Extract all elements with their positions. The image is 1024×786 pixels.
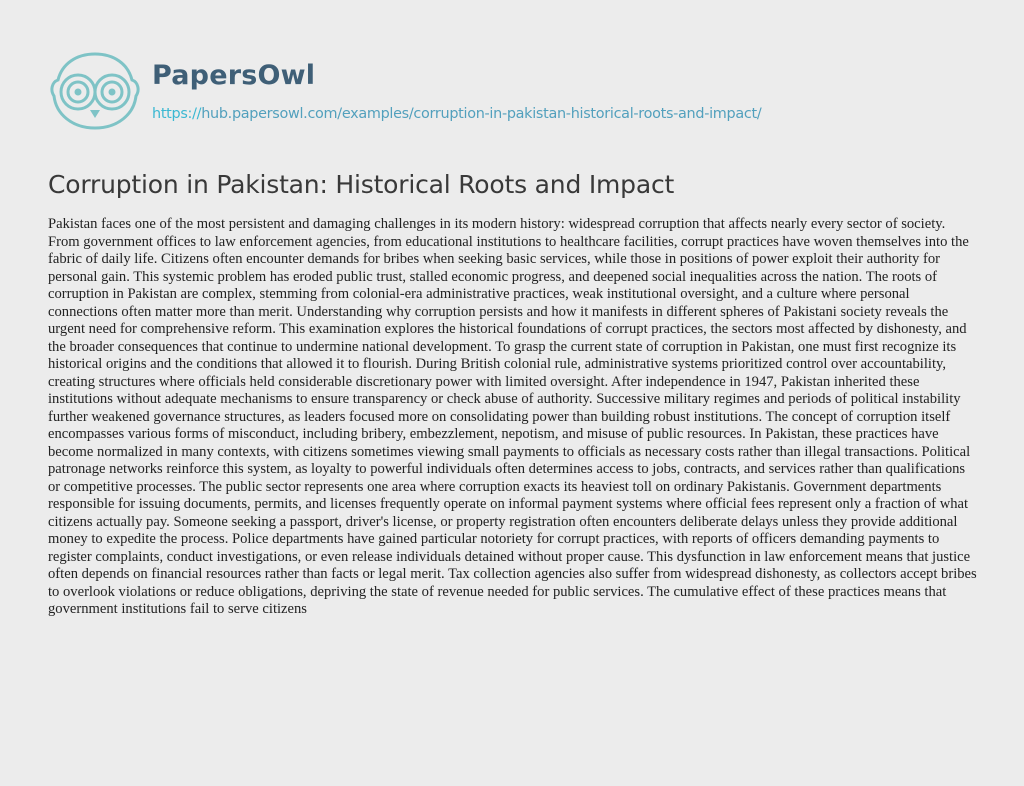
owl-eyes-logo-icon[interactable]: [48, 50, 142, 132]
page-title: Corruption in Pakistan: Historical Roots and Impact: [48, 170, 675, 199]
site-header: [0, 30, 1024, 140]
article-body: Pakistan faces one of the most persistent and damaging challenges in its modern history: widespread corruption that affects nearly every sector of society. From government offices to law enforcement agencies, from educational institutions to healthcare facilities, corrupt practices have woven themselves into the fabric of daily life. Citizens often encounter demands for bribes when seeking basic services, while those in positions of power exploit their authority for personal gain. This systemic problem has eroded public trust, stalled economic progress, and deepened social inequalities across the nation. The roots of corruption in Pakistan are complex, stemming from colonial-era administrative practices, weak institutional oversight, and a culture where personal connections often matter more than merit. Understanding why corruption persists and how it manifests in different spheres of Pakistani society reveals the urgent need for comprehensive reform. This examination explores the historical foundations of corrupt practices, the sectors most affected by dishonesty, and the broader consequences that continue to undermine national development. To grasp the current state of corruption in Pakistan, one must first recognize its historical origins and the conditions that allowed it to flourish. During British colonial rule, administrative systems prioritized control over accountability, creating structures where officials held considerable discretionary power with limited oversight. After independence in 1947, Pakistan inherited these institutions without adequate mechanisms to ensure transparency or check abuse of authority. Successive military regimes and periods of political instability further weakened governance structures, as leaders focused more on consolidating power than building robust institutions. The concept of corruption itself encompasses various forms of misconduct, including bribery, embezzlement, nepotism, and misuse of public resources. In Pakistan, these practices have become normalized in many contexts, with citizens sometimes viewing small payments to officials as necessary costs rather than illegal transactions. Political patronage networks reinforce this system, as loyalty to powerful individuals often determines access to jobs, contracts, and services rather than qualifications or competitive processes. The public sector represents one area where corruption exacts its heaviest toll on ordinary Pakistanis. Government departments responsible for issuing documents, permits, and licenses frequently operate on informal payment systems where official fees represent only a fraction of what citizens actually pay. Someone seeking a passport, driver's license, or property registration often encounters deliberate delays unless they provide additional money to expedite the process. Police departments have gained particular notoriety for corrupt practices, with reports of officers demanding payments to register complaints, conduct investigations, or even release individuals detained without proper cause. This dysfunction in law enforcement means that justice often depends on financial resources rather than facts or legal merit. Tax collection agencies also suffer from widespread dishonesty, as collectors accept bribes to overlook violations or reduce obligations, depriving the state of revenue needed for public services. The cumulative effect of these practices means that government institutions fail to serve citizens: [48, 216, 977, 617]
source-url-link[interactable]: [152, 106, 761, 122]
url-scheme: https://: [152, 106, 202, 122]
brand-name[interactable]: PapersOwl: [152, 60, 316, 91]
url-path: hub.papersowl.com/examples/corruption-in-pakistan-historical-roots-and-impact/: [201, 106, 762, 122]
